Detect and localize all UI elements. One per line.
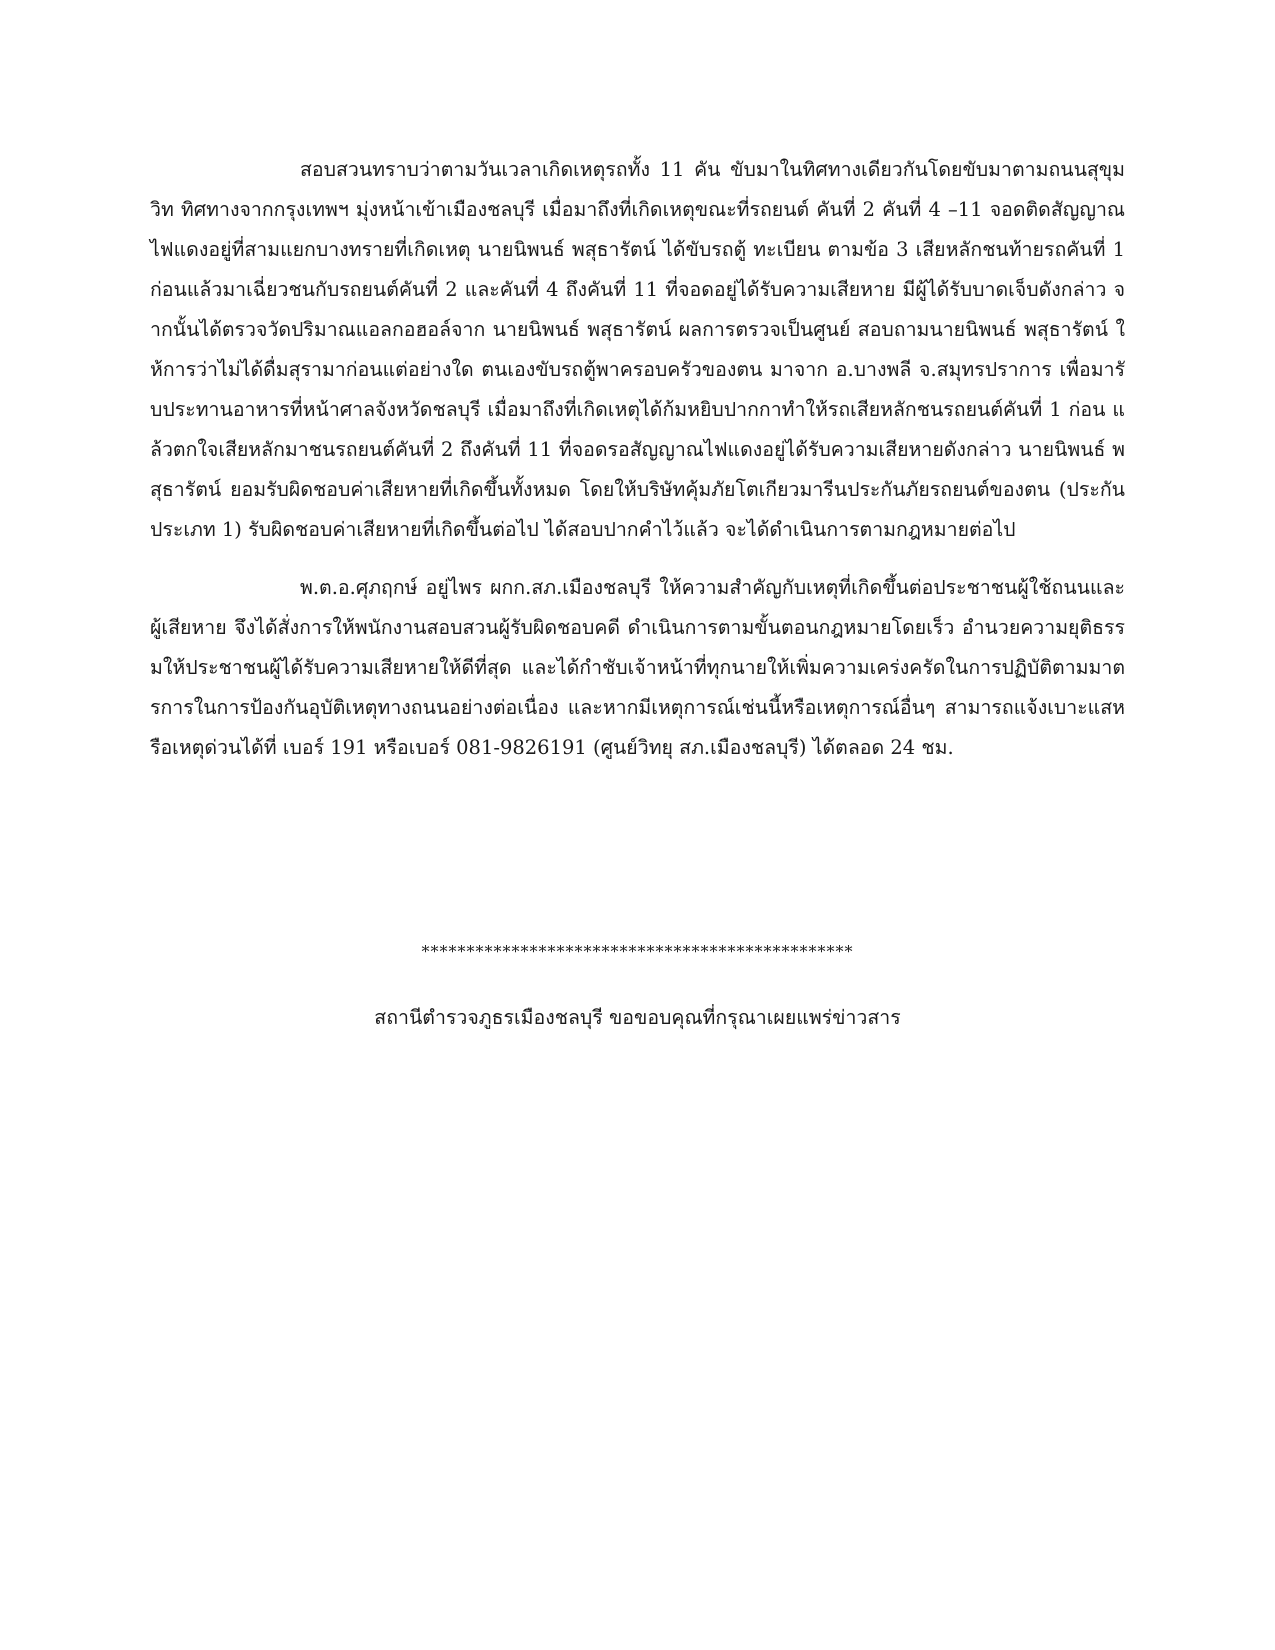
paragraph-police-statement: พ.ต.อ.ศุภฤกษ์ อยู่ไพร ผกก.สภ.เมืองชลบุรี ให้ความสำคัญกับเหตุที่เกิดขึ้นต่อประชาชนผู้ใช้ถนนและผู้เสียหาย จึงได้สั่งการให้พนักงานสอบสวนผู้รับผิดชอบคดี ดำเนินการตามขั้นตอนกฎหมายโดยเร็ว อำนวยความยุติธรรมให้ประชาชนผู้ได้รับความเสียหายให้ดีที่สุด และได้กำชับเจ้าหน้าที่ทุกนายให้เพิ่มความเคร่งครัดในการปฏิบัติตามมาตรการในการป้องกันอุบัติเหตุทางถนนอย่างต่อเนื่อง และหากมีเหตุการณ์เช่นนี้หรือเหตุการณ์อื่นๆ สามารถแจ้งเบาะแสหรือเหตุด่วนได้ที่ เบอร์ 191 หรือเบอร์ 081-9826191 (ศูนย์วิทยุ สภ.เมืองชลบุรี) ได้ตลอด 24 ชม. bbox=[150, 576, 1125, 759]
document-body bbox=[150, 150, 1125, 768]
closing-line: สถานีตำรวจภูธรเมืองชลบุรี ขอขอบคุณที่กรุณาเผยแพร่ข่าวสาร bbox=[374, 1006, 901, 1029]
paragraph-investigation: สอบสวนทราบว่าตามวันเวลาเกิดเหตุรถทั้ง 11 คัน ขับมาในทิศทางเดียวกันโดยขับมาตามถนนสุขุมวิท ทิศทางจากกรุงเทพฯ มุ่งหน้าเข้าเมืองชลบุรี เมื่อมาถึงที่เกิดเหตุขณะที่รถยนต์ คันที่ 2 คันที่ 4 –11 จอดติดสัญญาณไฟแดงอยู่ที่สามแยกบางทรายที่เกิดเหตุ นายนิพนธ์ พสุธารัตน์ ได้ขับรถตู้ ทะเบียน ตามข้อ 3 เสียหลักชนท้ายรถคันที่ 1 ก่อนแล้วมาเฉี่ยวชนกับรถยนต์คันที่ 2 และคันที่ 4 ถึงคันที่ 11 ที่จอดอยู่ได้รับความเสียหาย มีผู้ได้รับบาดเจ็บดังกล่าว จากนั้นได้ตรวจวัดปริมาณแอลกอฮอล์จาก นายนิพนธ์ พสุธารัตน์ ผลการตรวจเป็นศูนย์ สอบถามนายนิพนธ์ พสุธารัตน์ ให้การว่าไม่ได้ดื่มสุรามาก่อนแต่อย่างใด ตนเองขับรถตู้พาครอบครัวของตน มาจาก อ.บางพลี จ.สมุทรปราการ เพื่อมารับประทานอาหารที่หน้าศาลจังหวัดชลบุรี เมื่อมาถึงที่เกิดเหตุได้ก้มหยิบปากกาทำให้รถเสียหลักชนรถยนต์คันที่ 1 ก่อน แล้วตกใจเสียหลักมาชนรถยนต์คันที่ 2 ถึงคันที่ 11 ที่จอดรอสัญญาณไฟแดงอยู่ได้รับความเสียหายดังกล่าว นายนิพนธ์ พสุธารัตน์ ยอมรับผิดชอบค่าเสียหายที่เกิดขึ้นทั้งหมด โดยให้บริษัทคุ้มภัยโตเกียวมารีนประกันภัยรถยนต์ของตน (ประกันประเภท 1) รับผิดชอบค่าเสียหายที่เกิดขึ้นต่อไป ได้สอบปากคำไว้แล้ว จะได้ดำเนินการตามกฎหมายต่อไป bbox=[150, 158, 1125, 541]
asterisk-separator: ************************************************ bbox=[421, 942, 854, 961]
